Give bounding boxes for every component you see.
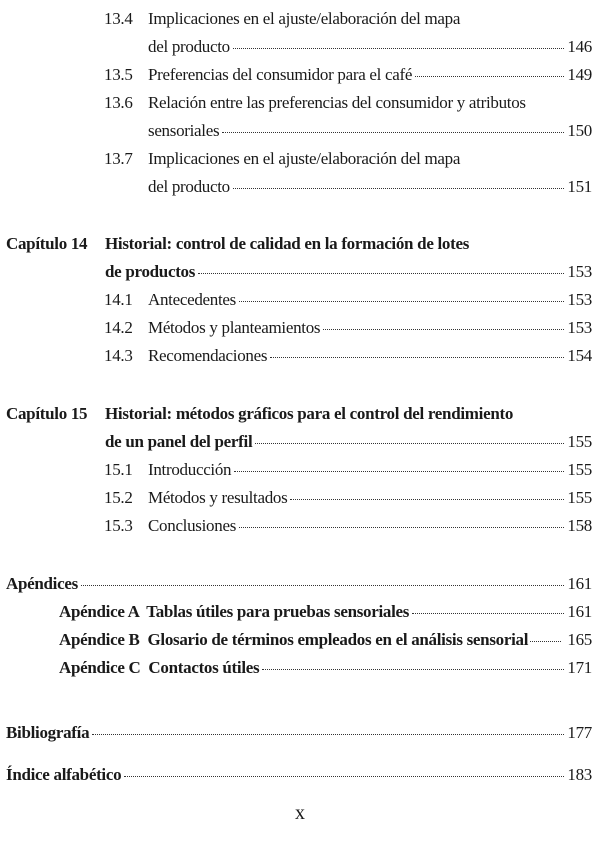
dot-leader (124, 775, 564, 777)
toc-entry-15-2 (104, 487, 592, 509)
section-title: Implicaciones en el ajuste/elaboración del mapa (148, 149, 461, 168)
dot-leader (255, 442, 564, 444)
toc-entry-13-6 (104, 92, 592, 114)
toc-chapter-14-cont (105, 261, 592, 283)
toc-entry-14-3 (104, 345, 592, 367)
chapter-title-cont: de productos (105, 262, 196, 281)
dot-leader (222, 131, 564, 133)
section-number: 14.1 (104, 290, 133, 309)
toc-entry-15-1 (104, 459, 592, 481)
page-number: 158 (567, 516, 592, 535)
dot-leader (415, 75, 564, 77)
page-number: 153 (567, 262, 592, 281)
section-number: 15.1 (104, 460, 133, 479)
toc-entry-15-3 (104, 515, 592, 537)
toc-entry-13-7-cont (148, 176, 592, 198)
dot-leader (198, 272, 564, 274)
dot-leader (412, 612, 564, 614)
page-number: 161 (567, 574, 592, 593)
toc-chapter-15-cont (105, 431, 592, 453)
toc-entry-13-5 (104, 64, 592, 86)
dot-leader (239, 526, 564, 528)
appendices-title: Apéndices (6, 574, 78, 593)
chapter-title: Historial: métodos gráficos para el control del rendimiento (105, 404, 514, 423)
section-title: Antecedentes (148, 290, 236, 309)
page-number: 149 (567, 65, 592, 84)
section-title: Implicaciones en el ajuste/elaboración del mapa (148, 9, 461, 28)
toc-appendix-c (59, 657, 592, 679)
toc-index (6, 764, 592, 786)
section-title: Conclusiones (148, 516, 237, 535)
page-number: 153 (567, 318, 592, 337)
toc-chapter-15 (6, 403, 592, 425)
toc-appendix-b (59, 629, 592, 651)
bibliography-title: Bibliografía (6, 723, 90, 742)
section-title-cont: sensoriales (148, 121, 220, 140)
page-number: 161 (567, 602, 592, 621)
section-number: 14.3 (104, 346, 133, 365)
section-title: Relación entre las preferencias del consumidor y atributos (148, 93, 526, 112)
section-title: Preferencias del consumidor para el café (148, 65, 413, 84)
page-number: 155 (567, 488, 592, 507)
toc-chapter-14 (6, 233, 592, 255)
toc-entry-13-7 (104, 148, 592, 170)
dot-leader (81, 584, 564, 586)
index-title: Índice alfabético (6, 765, 122, 784)
dot-leader (233, 187, 565, 189)
chapter-label: Capítulo 14 (6, 234, 88, 253)
section-number: 13.7 (104, 149, 133, 168)
dot-leader (530, 640, 561, 642)
section-title: Recomendaciones (148, 346, 268, 365)
dot-leader (233, 47, 565, 49)
section-number: 13.5 (104, 65, 133, 84)
dot-leader (323, 328, 564, 330)
dot-leader (239, 300, 564, 302)
toc-appendix-a (59, 601, 592, 623)
dot-leader (262, 668, 564, 670)
page-number: 150 (567, 121, 592, 140)
page-number: 183 (567, 765, 592, 784)
toc-entry-13-4 (104, 8, 592, 30)
toc-entry-14-1 (104, 289, 592, 311)
section-title: Métodos y planteamientos (148, 318, 321, 337)
toc-entry-13-4-cont (148, 36, 592, 58)
page-number: 153 (567, 290, 592, 309)
chapter-title: Historial: control de calidad en la formación de lotes (105, 234, 470, 253)
section-number: 13.6 (104, 93, 133, 112)
page-number: 171 (567, 658, 592, 677)
section-title: Métodos y resultados (148, 488, 288, 507)
page-number: 155 (567, 460, 592, 479)
section-number: 15.3 (104, 516, 133, 535)
toc-entry-14-2 (104, 317, 592, 339)
chapter-label: Capítulo 15 (6, 404, 88, 423)
page-number: 146 (567, 37, 592, 56)
section-number: 13.4 (104, 9, 133, 28)
section-title-cont: del producto (148, 37, 230, 56)
page-number: 155 (567, 432, 592, 451)
section-title: Introducción (148, 460, 232, 479)
dot-leader (234, 470, 564, 472)
section-title-cont: del producto (148, 177, 230, 196)
dot-leader (92, 733, 564, 735)
dot-leader (270, 356, 564, 358)
page-number: 154 (567, 346, 592, 365)
toc-appendices (6, 573, 592, 595)
page-folio: x (295, 802, 305, 824)
dot-leader (290, 498, 564, 500)
appendix-title: Apéndice C Contactos útiles (59, 658, 260, 677)
section-number: 15.2 (104, 488, 133, 507)
chapter-title-cont: de un panel del perfil (105, 432, 253, 451)
page-number: 165 (567, 630, 592, 649)
toc-bibliography (6, 722, 592, 744)
appendix-title: Apéndice A Tablas útiles para pruebas sensoriales (59, 602, 410, 621)
section-number: 14.2 (104, 318, 133, 337)
toc-entry-13-6-cont (148, 120, 592, 142)
appendix-title: Apéndice B Glosario de términos empleados en el análisis sensorial (59, 630, 529, 649)
page-number: 177 (567, 723, 592, 742)
page-number: 151 (567, 177, 592, 196)
